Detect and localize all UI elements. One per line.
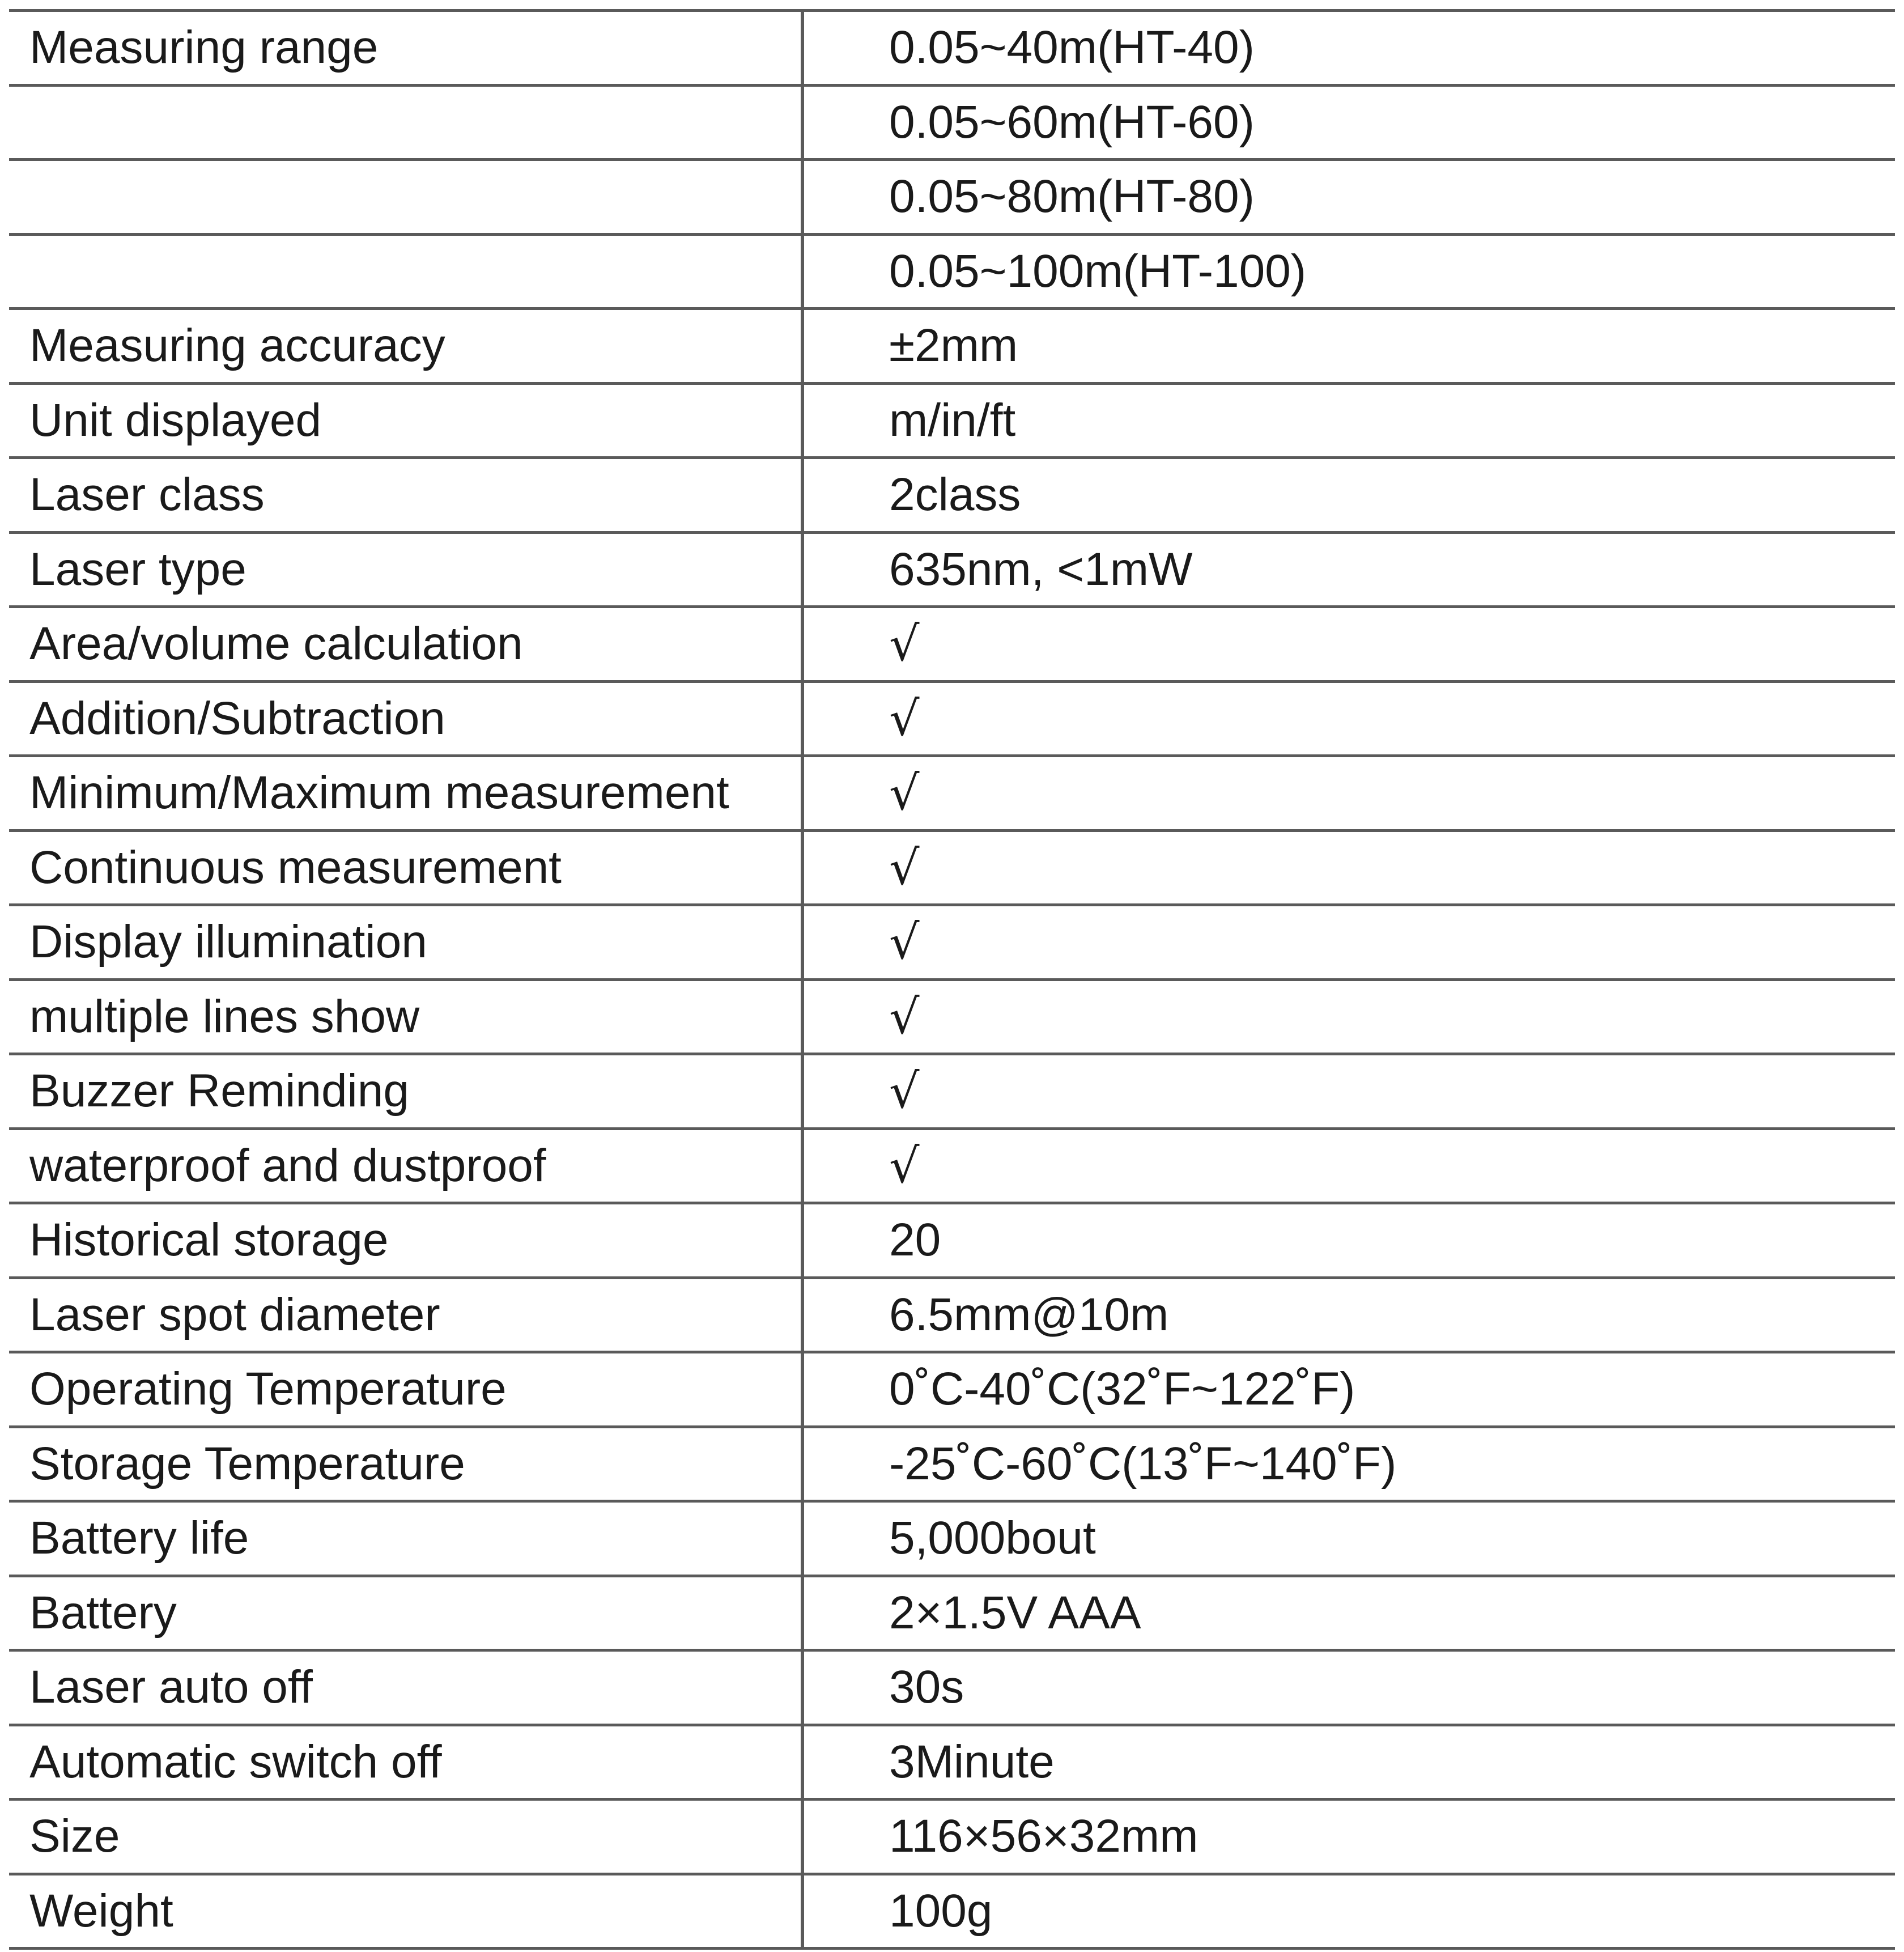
- spec-label: Laser class: [9, 458, 802, 533]
- spec-label: Buzzer Reminding: [9, 1054, 802, 1129]
- spec-value-check: √: [802, 905, 1895, 980]
- spec-value: 20: [802, 1203, 1895, 1278]
- spec-row: [9, 11, 1895, 86]
- spec-value: 0.05~60m(HT-60): [802, 85, 1895, 160]
- spec-value: 2class: [802, 458, 1895, 533]
- spec-row: [9, 1054, 1895, 1129]
- spec-label: Laser spot diameter: [9, 1278, 802, 1352]
- spec-label: Automatic switch off: [9, 1725, 802, 1800]
- spec-row: [9, 1874, 1895, 1949]
- spec-value: ±2mm: [802, 309, 1895, 384]
- spec-table-body: [9, 11, 1895, 1949]
- spec-row: [9, 979, 1895, 1054]
- spec-row: [9, 1576, 1895, 1650]
- spec-row: [9, 681, 1895, 756]
- spec-value: 2×1.5V AAA: [802, 1576, 1895, 1650]
- spec-value-check: √: [802, 979, 1895, 1054]
- spec-value-check: √: [802, 607, 1895, 682]
- spec-label: Battery: [9, 1576, 802, 1650]
- spec-value: 116×56×32mm: [802, 1800, 1895, 1874]
- spec-row: [9, 309, 1895, 384]
- spec-row: [9, 1725, 1895, 1800]
- spec-value: m/in/ft: [802, 383, 1895, 458]
- spec-label: Laser type: [9, 532, 802, 607]
- spec-table: [9, 9, 1895, 1950]
- spec-row: [9, 756, 1895, 831]
- spec-label: [9, 160, 802, 235]
- spec-row: [9, 1278, 1895, 1352]
- spec-label: Size: [9, 1800, 802, 1874]
- spec-row: [9, 160, 1895, 235]
- spec-row: [9, 1352, 1895, 1427]
- spec-row: [9, 905, 1895, 980]
- spec-label: Historical storage: [9, 1203, 802, 1278]
- spec-value: 5,000bout: [802, 1501, 1895, 1576]
- spec-label: Area/volume calculation: [9, 607, 802, 682]
- spec-row: [9, 383, 1895, 458]
- spec-label: Continuous measurement: [9, 830, 802, 905]
- spec-value: 0.05~40m(HT-40): [802, 11, 1895, 86]
- spec-row: [9, 830, 1895, 905]
- spec-value-check: √: [802, 1054, 1895, 1129]
- spec-value-check: √: [802, 1128, 1895, 1203]
- spec-row: [9, 1800, 1895, 1874]
- spec-row: [9, 1203, 1895, 1278]
- spec-label: Weight: [9, 1874, 802, 1949]
- spec-label: multiple lines show: [9, 979, 802, 1054]
- spec-value: 0.05~80m(HT-80): [802, 160, 1895, 235]
- spec-label: [9, 85, 802, 160]
- spec-row: [9, 607, 1895, 682]
- spec-label: Display illumination: [9, 905, 802, 980]
- spec-value-check: √: [802, 830, 1895, 905]
- spec-value: 0˚C-40˚C(32˚F~122˚F): [802, 1352, 1895, 1427]
- spec-row: [9, 532, 1895, 607]
- spec-value: 0.05~100m(HT-100): [802, 234, 1895, 309]
- spec-value-check: √: [802, 756, 1895, 831]
- spec-row: [9, 85, 1895, 160]
- spec-label: Measuring accuracy: [9, 309, 802, 384]
- spec-row: [9, 1427, 1895, 1501]
- spec-value: 6.5mm@10m: [802, 1278, 1895, 1352]
- spec-label: Measuring range: [9, 11, 802, 86]
- spec-label: Minimum/Maximum measurement: [9, 756, 802, 831]
- spec-value-check: √: [802, 681, 1895, 756]
- spec-label: Battery life: [9, 1501, 802, 1576]
- spec-label: waterproof and dustproof: [9, 1128, 802, 1203]
- spec-row: [9, 1501, 1895, 1576]
- spec-value: -25˚C-60˚C(13˚F~140˚F): [802, 1427, 1895, 1501]
- spec-label: Unit displayed: [9, 383, 802, 458]
- spec-value: 3Minute: [802, 1725, 1895, 1800]
- spec-label: Laser auto off: [9, 1650, 802, 1725]
- spec-row: [9, 458, 1895, 533]
- spec-label: Storage Temperature: [9, 1427, 802, 1501]
- spec-label: Addition/Subtraction: [9, 681, 802, 756]
- spec-value: 635nm, <1mW: [802, 532, 1895, 607]
- spec-row: [9, 234, 1895, 309]
- spec-row: [9, 1128, 1895, 1203]
- spec-value: 100g: [802, 1874, 1895, 1949]
- spec-label: Operating Temperature: [9, 1352, 802, 1427]
- spec-value: 30s: [802, 1650, 1895, 1725]
- spec-label: [9, 234, 802, 309]
- spec-row: [9, 1650, 1895, 1725]
